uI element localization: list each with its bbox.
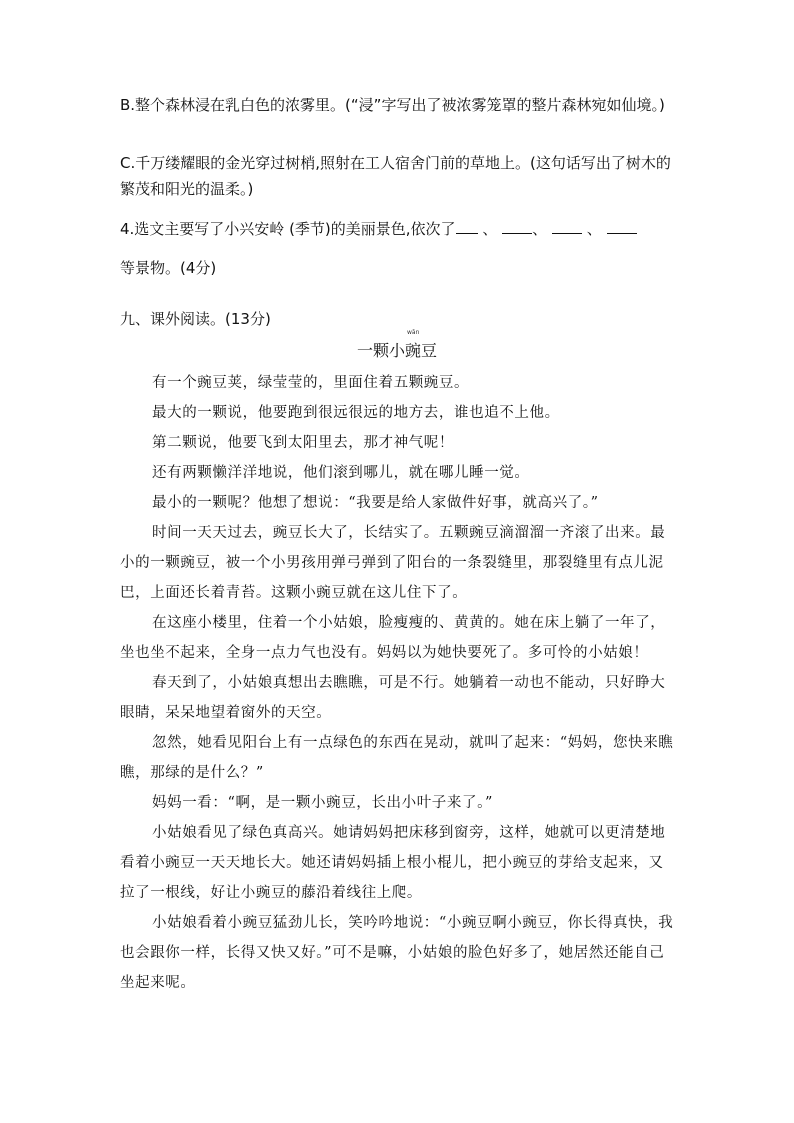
question-option-c: [120, 150, 680, 202]
story-paragraph: 小姑娘看见了绿色真高兴。她请妈妈把床移到窗旁，这样，她就可以更清楚地看着小豌豆一天天地长大。她还请妈妈插上根小棍儿，把小豌豆的芽给支起来，又拉了一根线，好让小豌豆的藤沿着线往上爬。: [120, 825, 666, 901]
answer-blank-1[interactable]: [456, 232, 478, 234]
title-prefix: 一颗小: [356, 341, 405, 360]
section-heading: [120, 306, 680, 332]
story-paragraph: 有一个豌豆荚，绿莹莹的，里面住着五颗豌豆。: [152, 375, 470, 391]
story-paragraph: 最大的一颗说，他要跑到很远很远的地方去，谁也追不上他。: [152, 405, 560, 421]
story-paragraph: 春天到了，小姑娘真想出去瞧瞧，可是不行。她躺着一动也不能动，只好睁大眼睛，呆呆地望着窗外的天空。: [120, 675, 666, 721]
answer-blank-4[interactable]: [607, 232, 637, 234]
blank-separator: 、: [482, 220, 498, 238]
pinyin-annotation: wān: [406, 329, 420, 336]
question-option-b: [120, 92, 680, 118]
option-b-text: B.整个森林浸在乳白色的浓雾里。(“浸”字写出了被浓雾笼罩的整片森林宛如仙境。): [120, 96, 665, 114]
question-4-text: 4.选文主要写了小兴安岭 (季节)的美丽景色,依次了: [120, 220, 456, 238]
title-ruby-char: [404, 329, 421, 364]
title-suffix: 豆: [421, 341, 438, 360]
story-paragraph: 忽然，她看见阳台上有一点绿色的东西在晃动，就叫了起来：“妈妈，您快来瞧瞧，那绿的是什么？”: [120, 735, 674, 781]
blank-separator: 、: [532, 220, 548, 238]
story-paragraph: 小姑娘看着小豌豆猛劲儿长，笑吟吟地说：“小豌豆啊小豌豆，你长得真快，我也会跟你一样，长得又快又好。”可不是嘛，小姑娘的脸色好多了，她居然还能自己坐起来呢。: [120, 915, 674, 991]
option-c-text: C.千万缕耀眼的金光穿过树梢,照射在工人宿舍门前的草地上。(这句话写出了树木的繁茂和阳光的温柔。): [120, 154, 671, 198]
question-4-tail-text: 等景物。(4分): [120, 259, 217, 277]
story-paragraph: 时间一天天过去，豌豆长大了，长结实了。五颗豌豆滴溜溜一齐滚了出来。最小的一颗豌豆，被一个小男孩用弹弓弹到了阳台的一条裂缝里，那裂缝里有点儿泥巴，上面还长着青苔。这颗小豌豆就在这儿住下了。: [120, 525, 666, 601]
blank-separator: 、: [586, 220, 602, 238]
story-paragraph: 妈妈一看：“啊，是一颗小豌豆，长出小叶子来了。”: [152, 795, 493, 811]
story-title: [0, 329, 794, 364]
section-9-title: 九、课外阅读。(13分): [120, 310, 271, 328]
story-paragraph: 还有两颗懒洋洋地说，他们滚到哪儿，就在哪儿睡一觉。: [152, 465, 530, 481]
question-4: [120, 216, 680, 242]
story-body: [120, 368, 676, 998]
answer-blank-3[interactable]: [552, 232, 582, 234]
story-paragraph: 第二颗说，他要飞到太阳里去，那才神气呢！: [152, 435, 454, 451]
title-char: 豌: [404, 341, 421, 360]
story-paragraph: 最小的一颗呢？他想了想说：“我要是给人家做件好事，就高兴了。”: [152, 495, 599, 511]
question-4-line: [120, 216, 680, 242]
answer-blank-2[interactable]: [502, 232, 532, 234]
story-paragraph: 在这座小楼里，住着一个小姑娘，脸瘦瘦的、黄黄的。她在床上躺了一年了，坐也坐不起来，全身一点力气也没有。妈妈以为她快要死了。多可怜的小姑娘！: [120, 615, 666, 661]
question-4-tail: [120, 255, 680, 281]
